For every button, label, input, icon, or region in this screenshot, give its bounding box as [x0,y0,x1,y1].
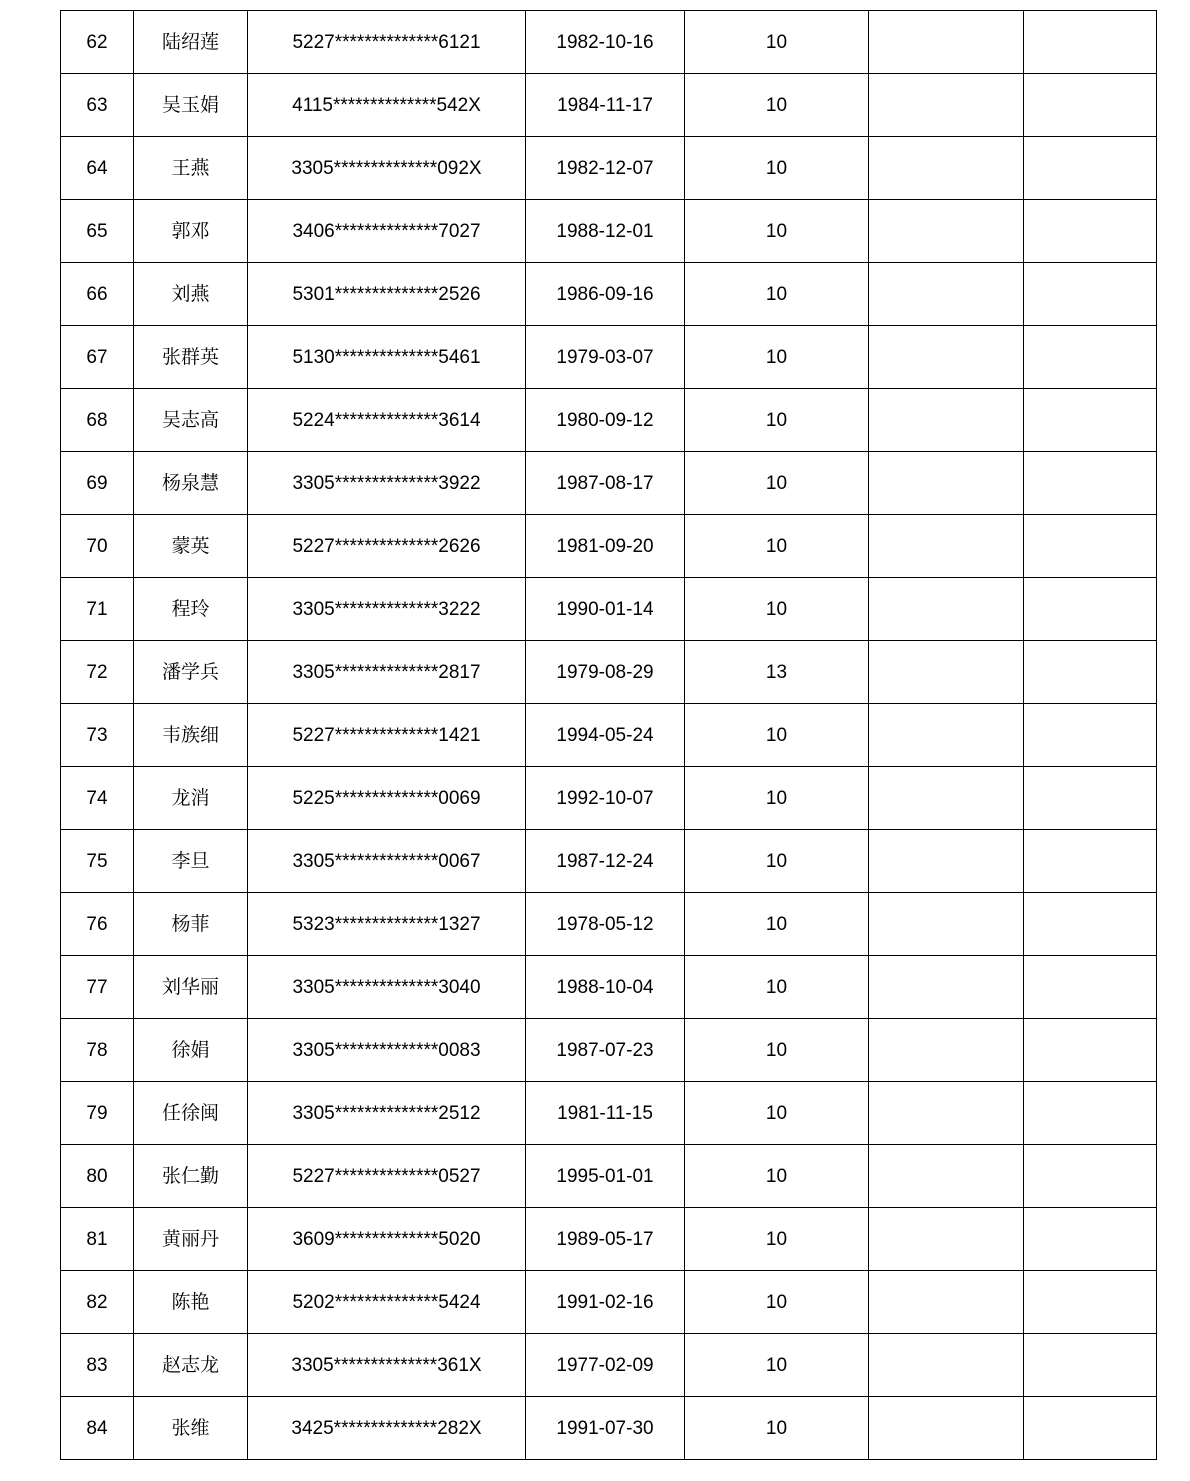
id-number-cell: 5224**************3614 [248,389,526,452]
id-number-cell: 5227**************6121 [248,11,526,74]
id-number-cell: 3305**************092X [248,137,526,200]
person-name-cell: 刘华丽 [134,956,248,1019]
person-name-cell: 吴玉娟 [134,74,248,137]
blank-cell [1024,1334,1157,1397]
value-cell: 10 [685,1397,869,1460]
birth-date-cell: 1990-01-14 [526,578,685,641]
blank-cell [869,389,1024,452]
person-name-cell: 黄丽丹 [134,1208,248,1271]
blank-cell [1024,326,1157,389]
blank-cell [869,74,1024,137]
roster-table-body [61,11,1157,1460]
person-name-cell: 杨泉慧 [134,452,248,515]
row-number-cell: 78 [61,1019,134,1082]
value-cell: 10 [685,830,869,893]
value-cell: 10 [685,137,869,200]
value-cell: 10 [685,515,869,578]
birth-date-cell: 1982-12-07 [526,137,685,200]
birth-date-cell: 1979-03-07 [526,326,685,389]
person-name-cell: 刘燕 [134,263,248,326]
blank-cell [869,326,1024,389]
table-row [61,956,1157,1019]
blank-cell [869,1145,1024,1208]
blank-cell [1024,641,1157,704]
row-number-cell: 66 [61,263,134,326]
blank-cell [1024,704,1157,767]
birth-date-cell: 1979-08-29 [526,641,685,704]
value-cell: 10 [685,200,869,263]
value-cell: 10 [685,1208,869,1271]
table-row [61,1334,1157,1397]
person-name-cell: 杨菲 [134,893,248,956]
row-number-cell: 81 [61,1208,134,1271]
id-number-cell: 3305**************3040 [248,956,526,1019]
table-row [61,1271,1157,1334]
table-row [61,578,1157,641]
id-number-cell: 3305**************361X [248,1334,526,1397]
value-cell: 10 [685,767,869,830]
id-number-cell: 5202**************5424 [248,1271,526,1334]
birth-date-cell: 1989-05-17 [526,1208,685,1271]
person-name-cell: 张维 [134,1397,248,1460]
row-number-cell: 77 [61,956,134,1019]
blank-cell [1024,956,1157,1019]
blank-cell [869,641,1024,704]
person-name-cell: 程玲 [134,578,248,641]
id-number-cell: 3406**************7027 [248,200,526,263]
table-row [61,767,1157,830]
value-cell: 10 [685,893,869,956]
row-number-cell: 80 [61,1145,134,1208]
value-cell: 10 [685,389,869,452]
table-row [61,515,1157,578]
table-row [61,704,1157,767]
blank-cell [1024,74,1157,137]
row-number-cell: 63 [61,74,134,137]
birth-date-cell: 1988-10-04 [526,956,685,1019]
birth-date-cell: 1980-09-12 [526,389,685,452]
person-name-cell: 陈艳 [134,1271,248,1334]
blank-cell [1024,515,1157,578]
row-number-cell: 72 [61,641,134,704]
id-number-cell: 3609**************5020 [248,1208,526,1271]
birth-date-cell: 1977-02-09 [526,1334,685,1397]
birth-date-cell: 1991-02-16 [526,1271,685,1334]
blank-cell [1024,1145,1157,1208]
blank-cell [1024,1082,1157,1145]
blank-cell [869,1334,1024,1397]
birth-date-cell: 1986-09-16 [526,263,685,326]
person-name-cell: 徐娟 [134,1019,248,1082]
blank-cell [869,578,1024,641]
person-name-cell: 王燕 [134,137,248,200]
blank-cell [1024,1208,1157,1271]
value-cell: 10 [685,263,869,326]
row-number-cell: 64 [61,137,134,200]
table-row [61,326,1157,389]
blank-cell [869,704,1024,767]
person-name-cell: 李旦 [134,830,248,893]
id-number-cell: 5227**************0527 [248,1145,526,1208]
birth-date-cell: 1987-07-23 [526,1019,685,1082]
blank-cell [1024,452,1157,515]
table-row [61,641,1157,704]
value-cell: 10 [685,956,869,1019]
value-cell: 10 [685,1082,869,1145]
id-number-cell: 3305**************3922 [248,452,526,515]
id-number-cell: 4115**************542X [248,74,526,137]
row-number-cell: 83 [61,1334,134,1397]
value-cell: 10 [685,1019,869,1082]
row-number-cell: 68 [61,389,134,452]
person-name-cell: 龙消 [134,767,248,830]
blank-cell [869,200,1024,263]
row-number-cell: 70 [61,515,134,578]
person-name-cell: 张仁勤 [134,1145,248,1208]
id-number-cell: 5323**************1327 [248,893,526,956]
blank-cell [869,1271,1024,1334]
blank-cell [1024,893,1157,956]
value-cell: 10 [685,74,869,137]
value-cell: 10 [685,578,869,641]
blank-cell [1024,767,1157,830]
table-row [61,1082,1157,1145]
blank-cell [869,767,1024,830]
person-name-cell: 蒙英 [134,515,248,578]
birth-date-cell: 1984-11-17 [526,74,685,137]
blank-cell [1024,1271,1157,1334]
blank-cell [1024,389,1157,452]
roster-sheet [60,10,1156,1460]
row-number-cell: 65 [61,200,134,263]
row-number-cell: 75 [61,830,134,893]
table-row [61,1208,1157,1271]
person-name-cell: 吴志高 [134,389,248,452]
person-name-cell: 郭邓 [134,200,248,263]
id-number-cell: 5130**************5461 [248,326,526,389]
id-number-cell: 3305**************2817 [248,641,526,704]
blank-cell [1024,11,1157,74]
blank-cell [869,452,1024,515]
birth-date-cell: 1982-10-16 [526,11,685,74]
blank-cell [1024,1397,1157,1460]
id-number-cell: 3425**************282X [248,1397,526,1460]
row-number-cell: 62 [61,11,134,74]
row-number-cell: 67 [61,326,134,389]
birth-date-cell: 1988-12-01 [526,200,685,263]
person-name-cell: 赵志龙 [134,1334,248,1397]
blank-cell [869,515,1024,578]
birth-date-cell: 1987-08-17 [526,452,685,515]
blank-cell [1024,830,1157,893]
id-number-cell: 3305**************3222 [248,578,526,641]
blank-cell [869,1397,1024,1460]
table-row [61,1019,1157,1082]
id-number-cell: 3305**************0067 [248,830,526,893]
blank-cell [869,1019,1024,1082]
row-number-cell: 73 [61,704,134,767]
row-number-cell: 84 [61,1397,134,1460]
table-row [61,137,1157,200]
person-name-cell: 潘学兵 [134,641,248,704]
person-name-cell: 韦族细 [134,704,248,767]
table-row [61,263,1157,326]
birth-date-cell: 1978-05-12 [526,893,685,956]
person-name-cell: 张群英 [134,326,248,389]
birth-date-cell: 1987-12-24 [526,830,685,893]
value-cell: 10 [685,1145,869,1208]
id-number-cell: 5225**************0069 [248,767,526,830]
table-row [61,1145,1157,1208]
row-number-cell: 82 [61,1271,134,1334]
table-row [61,11,1157,74]
person-name-cell: 陆绍莲 [134,11,248,74]
blank-cell [869,956,1024,1019]
birth-date-cell: 1981-11-15 [526,1082,685,1145]
id-number-cell: 3305**************2512 [248,1082,526,1145]
table-row [61,389,1157,452]
row-number-cell: 74 [61,767,134,830]
birth-date-cell: 1991-07-30 [526,1397,685,1460]
value-cell: 10 [685,11,869,74]
row-number-cell: 79 [61,1082,134,1145]
blank-cell [869,830,1024,893]
table-row [61,893,1157,956]
table-row [61,830,1157,893]
blank-cell [1024,1019,1157,1082]
table-row [61,200,1157,263]
id-number-cell: 5227**************2626 [248,515,526,578]
value-cell: 10 [685,1271,869,1334]
blank-cell [869,137,1024,200]
roster-table [60,10,1157,1460]
blank-cell [869,263,1024,326]
table-row [61,1397,1157,1460]
id-number-cell: 5301**************2526 [248,263,526,326]
value-cell: 10 [685,326,869,389]
id-number-cell: 3305**************0083 [248,1019,526,1082]
row-number-cell: 69 [61,452,134,515]
blank-cell [869,893,1024,956]
id-number-cell: 5227**************1421 [248,704,526,767]
blank-cell [1024,137,1157,200]
row-number-cell: 76 [61,893,134,956]
birth-date-cell: 1981-09-20 [526,515,685,578]
value-cell: 13 [685,641,869,704]
blank-cell [1024,200,1157,263]
blank-cell [869,11,1024,74]
blank-cell [1024,263,1157,326]
birth-date-cell: 1995-01-01 [526,1145,685,1208]
blank-cell [869,1082,1024,1145]
row-number-cell: 71 [61,578,134,641]
birth-date-cell: 1994-05-24 [526,704,685,767]
value-cell: 10 [685,452,869,515]
blank-cell [869,1208,1024,1271]
value-cell: 10 [685,1334,869,1397]
person-name-cell: 任徐闽 [134,1082,248,1145]
blank-cell [1024,578,1157,641]
table-row [61,74,1157,137]
value-cell: 10 [685,704,869,767]
birth-date-cell: 1992-10-07 [526,767,685,830]
table-row [61,452,1157,515]
